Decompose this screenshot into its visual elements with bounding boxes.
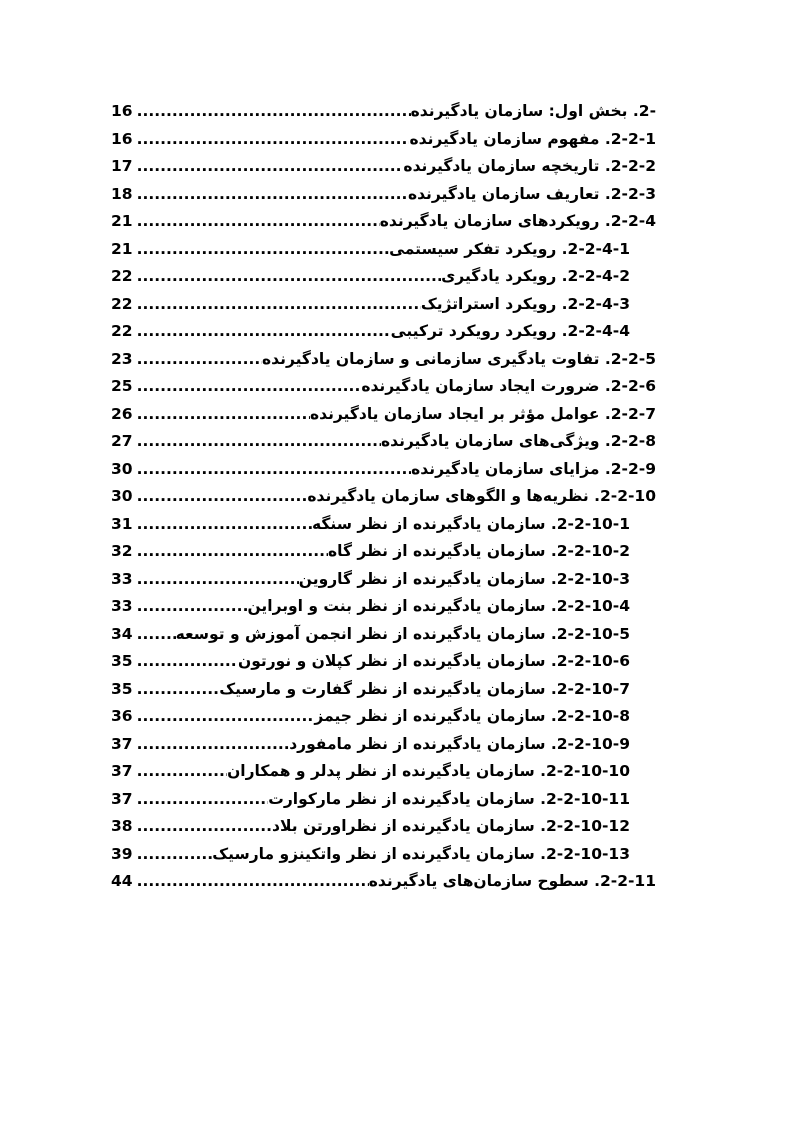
- toc-entry[interactable]: [111, 566, 656, 594]
- toc-leader-dots: [137, 483, 308, 511]
- toc-entry-title: 2-2-4-1. رویکرد تفکر سیستمی: [389, 239, 630, 258]
- toc-leader-dots: [137, 208, 380, 236]
- toc-entry-page: 30: [111, 487, 133, 505]
- toc-entry-title: 2-2-10-9. سازمان یادگیرنده از نظر مامفورد: [289, 734, 630, 753]
- toc-leader-dots: [137, 538, 328, 566]
- toc-leader-dots: [137, 291, 421, 319]
- toc-entry-title: 2-2-10-5. سازمان یادگیرنده از نظر انجمن آموزش و توسعه: [175, 624, 630, 643]
- toc-entry-title: 2-2-3. تعاریف سازمان یادگیرنده: [407, 184, 656, 203]
- toc-entry-title: 2-2-10-8. سازمان یادگیرنده از نظر جیمز: [314, 707, 630, 725]
- toc-entry[interactable]: [111, 318, 656, 346]
- toc-entry-title: 2-2-4-2. رویکرد یادگیری: [441, 267, 630, 285]
- toc-entry-title: 2-2-6. ضرورت ایجاد سازمان یادگیرنده: [361, 377, 656, 395]
- toc-entry-page: 32: [111, 542, 133, 560]
- toc-leader-dots: [137, 181, 408, 209]
- toc-entry-title: 2-2-5. تفاوت یادگیری سازمانی و سازمان یادگیرنده: [262, 349, 656, 368]
- toc-leader-dots: [137, 236, 390, 264]
- toc-leader-dots: [137, 318, 391, 346]
- toc-entry-title: 2-2-11. سطوح سازمان‌های یادگیرنده: [368, 872, 656, 890]
- toc-leader-dots: [137, 676, 220, 704]
- toc-entry[interactable]: [111, 758, 656, 786]
- toc-leader-dots: [137, 731, 290, 759]
- toc-entry-title: 2-2-10-13. سازمان یادگیرنده از نظر واتکینزو مارسیک: [212, 844, 630, 863]
- toc-leader-dots: [137, 786, 269, 814]
- toc-entry-page: 25: [111, 377, 133, 395]
- toc-entry-page: 16: [111, 129, 133, 148]
- toc-entry[interactable]: [111, 401, 656, 429]
- toc-entry[interactable]: [111, 813, 656, 841]
- toc-entry[interactable]: [111, 786, 656, 814]
- toc-entry[interactable]: [111, 593, 656, 621]
- toc-entry-title: 2-2-4. رویکردهای سازمان یادگیرنده: [379, 212, 656, 230]
- toc-entry-title: 2-2-10-12. سازمان یادگیرنده از نظراورتن بلاد: [272, 817, 630, 835]
- toc-entry-page: 37: [111, 734, 133, 753]
- toc-entry-title: 2-2-10-4. سازمان یادگیرنده از نظر بنت و اوبراین: [247, 597, 630, 615]
- toc-entry-page: 16: [111, 102, 133, 120]
- toc-entry-title: 2-2-10. نظریه‌ها و الگوهای سازمان یادگیرنده: [307, 487, 656, 505]
- toc-leader-dots: [137, 813, 272, 841]
- toc-entry-page: 38: [111, 817, 133, 835]
- toc-entry-title: 2-2-10-3. سازمان یادگیرنده از نظر گاروین: [298, 569, 630, 588]
- toc-entry-page: 44: [111, 872, 133, 890]
- toc-entry[interactable]: [111, 373, 656, 401]
- toc-entry-page: 34: [111, 624, 133, 643]
- toc-entry-page: 18: [111, 184, 133, 203]
- toc-entry[interactable]: [111, 291, 656, 319]
- toc-leader-dots: [137, 153, 404, 181]
- toc-entry-title: 2-2-8. ویژگی‌های سازمان یادگیرنده: [380, 432, 656, 450]
- toc-leader-dots: [137, 841, 213, 869]
- toc-leader-dots: [137, 98, 411, 126]
- toc-entry-title: 2-2-4-4. رویکرد رویکرد ترکیبی: [390, 322, 630, 340]
- toc-entry-page: 35: [111, 652, 133, 670]
- toc-leader-dots: [137, 566, 299, 594]
- toc-entry-page: 36: [111, 707, 133, 725]
- toc-leader-dots: [137, 428, 381, 456]
- toc-entry-page: 26: [111, 404, 133, 423]
- toc-entry-title: 2-2-7. عوامل مؤثر بر ایجاد سازمان یادگیرنده: [309, 404, 656, 423]
- toc-entry[interactable]: [111, 841, 656, 869]
- toc-entry-page: 22: [111, 322, 133, 340]
- toc-leader-dots: [137, 868, 369, 896]
- toc-entry[interactable]: [111, 511, 656, 539]
- toc-entry[interactable]: [111, 676, 656, 704]
- toc-leader-dots: [137, 346, 262, 374]
- toc-entry-title: 2-2-10-6. سازمان یادگیرنده از نظر کپلان و نورتون: [237, 652, 630, 670]
- toc-entry-title: 2-2-4-3. رویکرد استراتژیک: [420, 294, 630, 313]
- toc-entry[interactable]: [111, 538, 656, 566]
- toc-entry[interactable]: [111, 153, 656, 181]
- toc-entry-page: 21: [111, 212, 133, 230]
- toc-entry[interactable]: [111, 621, 656, 649]
- toc-leader-dots: [137, 703, 315, 731]
- toc-leader-dots: [137, 263, 442, 291]
- toc-entry-title: 2-2-1. مفهوم سازمان یادگیرنده: [409, 129, 656, 148]
- toc-leader-dots: [137, 511, 312, 539]
- toc-entry-page: 22: [111, 267, 133, 285]
- toc-entry-page: 39: [111, 844, 133, 863]
- table-of-contents: [111, 98, 656, 896]
- toc-entry[interactable]: [111, 428, 656, 456]
- toc-entry-page: 30: [111, 459, 133, 478]
- toc-entry[interactable]: [111, 263, 656, 291]
- toc-entry-page: 33: [111, 569, 133, 588]
- toc-entry-title: -2. بخش اول: سازمان یادگیرنده: [410, 102, 656, 120]
- toc-entry-title: 2-2-10-7. سازمان یادگیرنده از نظر گفارت و مارسیک: [219, 679, 630, 698]
- toc-entry-page: 35: [111, 679, 133, 698]
- toc-entry-title: 2-2-10-2. سازمان یادگیرنده از نظر گاه: [327, 542, 630, 560]
- toc-entry-title: 2-2-9. مزایای سازمان یادگیرنده: [411, 459, 656, 478]
- toc-entry[interactable]: [111, 208, 656, 236]
- toc-leader-dots: [137, 401, 310, 429]
- toc-entry[interactable]: [111, 731, 656, 759]
- toc-leader-dots: [137, 621, 176, 649]
- toc-entry-title: 2-2-10-1. سازمان یادگیرنده از نظر سنگه: [311, 514, 630, 533]
- toc-entry[interactable]: [111, 456, 656, 484]
- toc-entry-page: 17: [111, 157, 133, 175]
- toc-entry-page: 31: [111, 514, 133, 533]
- toc-entry-page: 27: [111, 432, 133, 450]
- toc-entry-title: 2-2-2. تاریخچه سازمان یادگیرنده: [403, 157, 656, 175]
- toc-entry-title: 2-2-10-10. سازمان یادگیرنده از نظر پدلر و همکاران: [227, 762, 630, 780]
- toc-entry[interactable]: [111, 126, 656, 154]
- toc-entry[interactable]: [111, 483, 656, 511]
- toc-entry-page: 37: [111, 762, 133, 780]
- toc-entry-page: 22: [111, 294, 133, 313]
- toc-entry[interactable]: [111, 868, 656, 896]
- toc-entry[interactable]: [111, 703, 656, 731]
- toc-entry[interactable]: [111, 346, 656, 374]
- toc-entry-title: 2-2-10-11. سازمان یادگیرنده از نظر مارکوارت: [268, 789, 630, 808]
- toc-leader-dots: [137, 373, 362, 401]
- toc-leader-dots: [137, 456, 412, 484]
- toc-entry-page: 37: [111, 789, 133, 808]
- toc-leader-dots: [137, 593, 248, 621]
- toc-entry-page: 23: [111, 349, 133, 368]
- toc-entry[interactable]: [111, 181, 656, 209]
- toc-entry[interactable]: [111, 98, 656, 126]
- toc-entry[interactable]: [111, 648, 656, 676]
- toc-leader-dots: [137, 758, 228, 786]
- toc-entry-page: 21: [111, 239, 133, 258]
- toc-entry-page: 33: [111, 597, 133, 615]
- toc-entry[interactable]: [111, 236, 656, 264]
- toc-leader-dots: [137, 648, 238, 676]
- toc-leader-dots: [137, 126, 410, 154]
